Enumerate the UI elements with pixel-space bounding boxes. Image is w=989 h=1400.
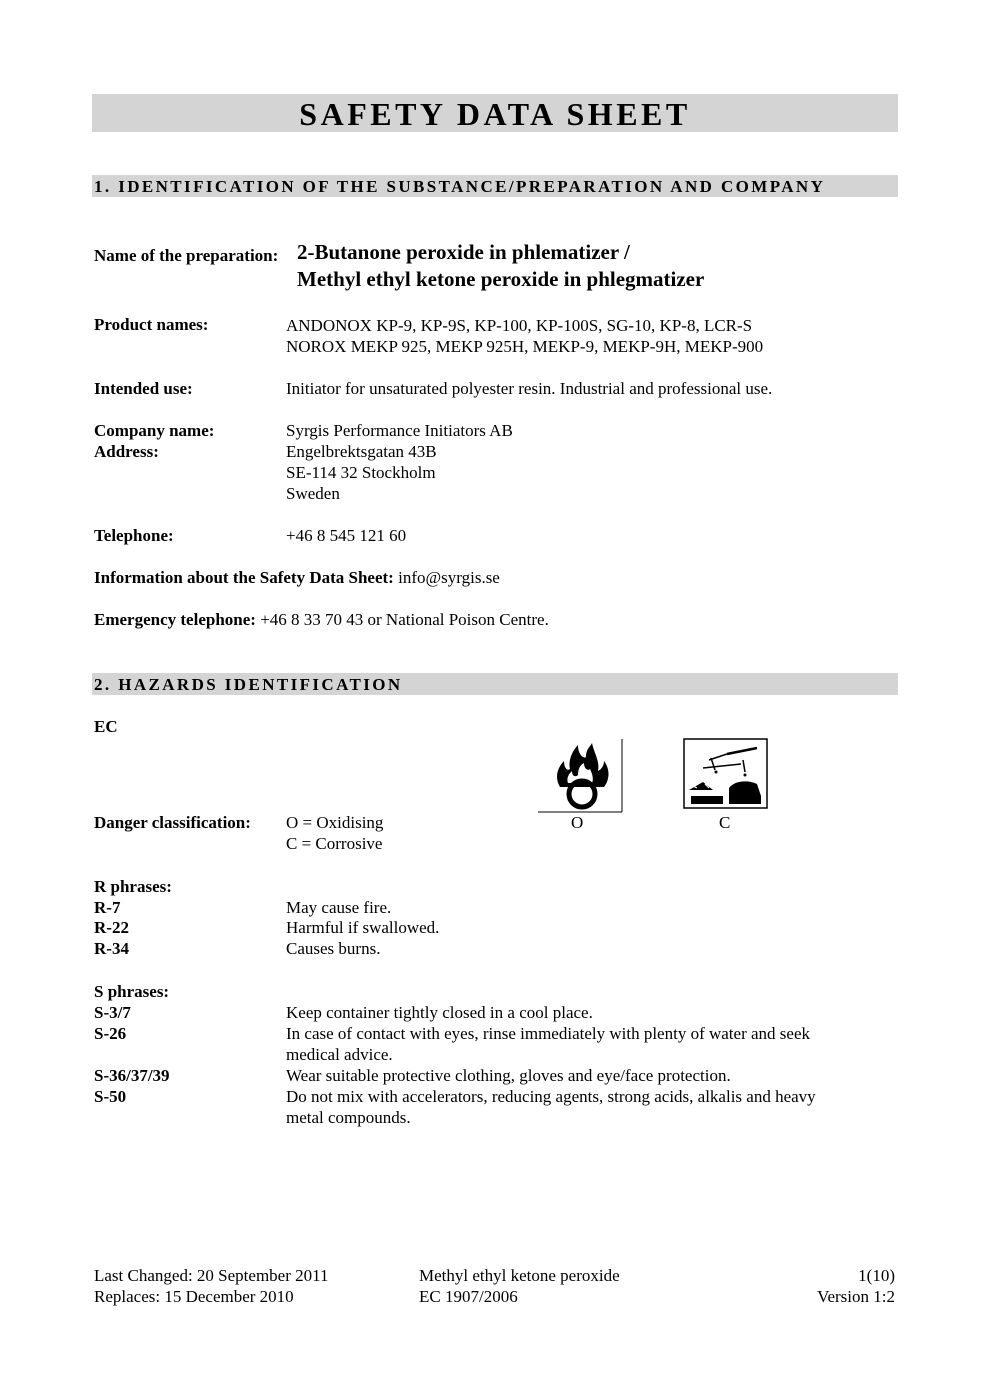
product-names-label: Product names: [94,315,209,334]
intended-use-label: Intended use: [94,379,193,398]
footer-page-number: 1(10) [858,1266,895,1285]
telephone-label: Telephone: [94,526,174,545]
preparation-name-line-1: 2-Butanone peroxide in phlematizer / [297,240,630,264]
s-phrase-text: Keep container tightly closed in a cool place. [286,1003,593,1022]
s-phrase-text: In case of contact with eyes, rinse immediately with plenty of water and seek [286,1024,810,1043]
s-phrase-text-continued: medical advice. [286,1045,393,1064]
s-phrase-code: S-3/7 [94,1003,131,1022]
intended-use-value: Initiator for unsaturated polyester resin. Industrial and professional use. [286,379,773,398]
corrosion-icon [683,738,768,809]
r-phrase-code: R-34 [94,939,129,958]
ec-label: EC [94,717,118,736]
s-phrase-text-continued: metal compounds. [286,1108,411,1127]
r-phrase-text: Causes burns. [286,939,381,958]
telephone-value: +46 8 545 121 60 [286,526,407,545]
danger-line-corrosive: C = Corrosive [286,834,383,853]
r-phrase-text: Harmful if swallowed. [286,918,440,937]
s-phrase-code: S-36/37/39 [94,1066,170,1085]
address-line-1: Engelbrektsgatan 43B [286,442,437,461]
s-phrase-code: S-26 [94,1024,127,1043]
section-1-heading: 1. IDENTIFICATION OF THE SUBSTANCE/PREPARATION AND COMPANY [92,175,898,197]
emergency-value: +46 8 33 70 43 or National Poison Centre. [260,610,549,629]
company-name-value: Syrgis Performance Initiators AB [286,421,513,440]
footer-product: Methyl ethyl ketone peroxide [419,1266,620,1285]
section-2-heading: 2. HAZARDS IDENTIFICATION [92,673,898,695]
emergency-row [94,610,549,630]
product-names-line-2: NOROX MEKP 925, MEKP 925H, MEKP-9, MEKP-9H, MEKP-900 [286,337,764,356]
footer-last-changed: Last Changed: 20 September 2011 [94,1266,329,1285]
danger-line-oxidising: O = Oxidising [286,813,384,832]
footer-regulation: EC 1907/2006 [419,1287,518,1306]
product-names-line-1: ANDONOX KP-9, KP-9S, KP-100, KP-100S, SG-10, KP-8, LCR-S [286,316,753,335]
sds-info-row [94,568,500,588]
preparation-label: Name of the preparation: [94,246,279,265]
r-phrase-text: May cause fire. [286,898,392,917]
s-phrase-text: Wear suitable protective clothing, gloves and eye/face protection. [286,1066,731,1085]
company-name-label: Company name: [94,421,215,440]
document-title: SAFETY DATA SHEET [92,94,898,132]
sds-info-label: Information about the Safety Data Sheet: [94,568,394,587]
danger-classification-label: Danger classification: [94,813,251,832]
s-phrase-code: S-50 [94,1087,127,1106]
address-line-3: Sweden [286,484,340,503]
address-label: Address: [94,442,159,461]
pictogram-caption-o: O [571,813,584,832]
footer-version: Version 1:2 [817,1287,895,1306]
r-phrase-code: R-22 [94,918,129,937]
r-phrases-heading: R phrases: [94,877,172,896]
preparation-name-line-2: Methyl ethyl ketone peroxide in phlegmatizer [297,267,705,291]
footer-replaces: Replaces: 15 December 2010 [94,1287,294,1306]
r-phrase-code: R-7 [94,898,121,917]
emergency-label: Emergency telephone: [94,610,256,629]
address-line-2: SE-114 32 Stockholm [286,463,436,482]
s-phrase-text: Do not mix with accelerators, reducing agents, strong acids, alkalis and heavy [286,1087,816,1106]
s-phrases-heading: S phrases: [94,982,170,1001]
flame-over-circle-icon [538,739,624,813]
sds-info-email: info@syrgis.se [398,568,500,587]
pictogram-caption-c: C [719,813,731,832]
